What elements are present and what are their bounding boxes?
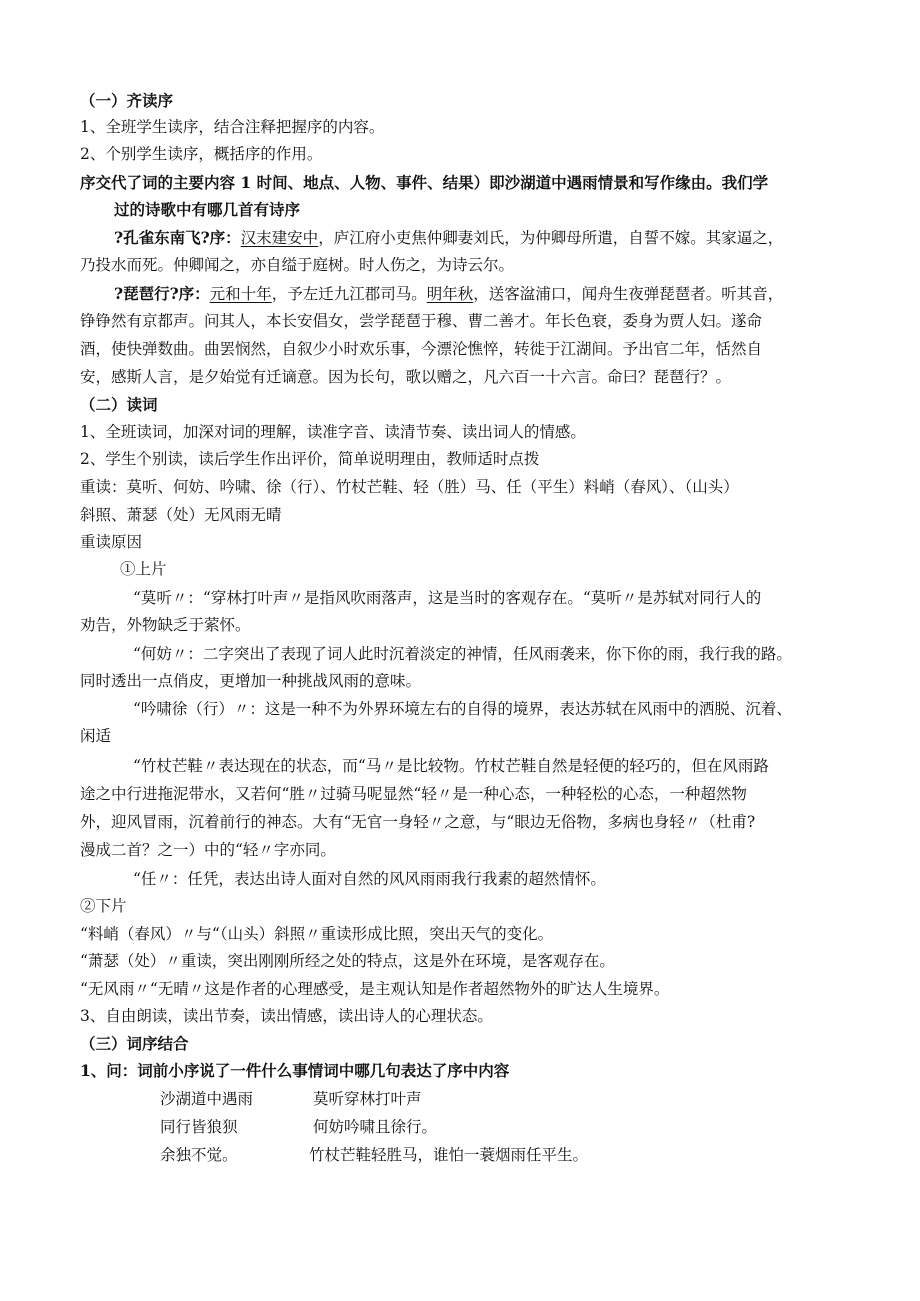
paragraph: 2、个别学生读序，概括序的作用。 bbox=[80, 145, 323, 163]
paragraph: “莫听〃：“穿林打叶声〃是指风吹雨落声，这是当时的客观存在。“莫听〃是苏轼对同行人的 bbox=[133, 589, 762, 607]
paragraph: 重读原因 bbox=[80, 533, 143, 551]
pair-right: 竹杖芒鞋轻胜马，谁怕一蓑烟雨任平生。 bbox=[309, 1146, 589, 1164]
paragraph: 酒，使快弹数曲。曲罢悯然，自叙少小时欢乐事，今漂沦憔悴，转徙于江湖间。予出官二年，恬然自 bbox=[80, 340, 763, 358]
kongque-preface-line bbox=[114, 227, 884, 249]
subheading-upper: ①上片 bbox=[120, 560, 167, 578]
paragraph: “萧瑟（处）〃重读，突出刚刚所经之处的特点，这是外在环境，是客观存在。 bbox=[80, 952, 615, 970]
paragraph: “竹杖芒鞋〃表达现在的状态，而“马〃是比较物。竹杖芒鞋自然是轻便的轻巧的，但在风雨路 bbox=[133, 757, 769, 775]
paragraph: 1、全班读词，加深对词的理解，读准字音、读清节奏、读出词人的情感。 bbox=[80, 423, 586, 441]
pair-left: 同行皆狼狈 bbox=[160, 1118, 238, 1136]
paragraph: 途之中行进拖泥带水，又若何“胜〃过骑马呢显然“轻〃是一种心态，一种轻松的心态，一种超然物 bbox=[80, 785, 747, 803]
section-heading-3: （三）词序结合 bbox=[80, 1034, 189, 1053]
paragraph: 外，迎风冒雨，沉着前行的神态。大有“无官一身轻〃之意，与“眼边无俗物，多病也身轻〃（杜甫? bbox=[80, 813, 756, 831]
paragraph: “料峭（春风）〃与“（山头）斜照〃重读形成比照，突出天气的变化。 bbox=[80, 925, 554, 943]
paragraph: “吟啸徐（行）〃：这是一种不为外界环境左右的自得的境界，表达苏轼在风雨中的洒脱、沉着、 bbox=[133, 700, 792, 718]
pair-right: 莫听穿林打叶声 bbox=[313, 1090, 422, 1108]
paragraph: 安，感斯人言，是夕始觉有迁谪意。因为长句，歌以赠之，凡六百一十六言。命曰？琵琶行？。 bbox=[80, 368, 732, 386]
text-span: ，送客湓浦口，闻舟生夜弹琵琶者。听其音， bbox=[473, 285, 784, 303]
paragraph: “无风雨〃“无晴〃这是作者的心理感受，是主观认知是作者超然物外的旷达人生境界。 bbox=[80, 980, 670, 998]
paragraph: 1、全班学生读序，结合注释把握序的内容。 bbox=[80, 118, 385, 136]
underlined-phrase: 汉末建安中 bbox=[240, 229, 319, 247]
paragraph: 同时透出一点俏皮，更增加一种挑战风雨的意味。 bbox=[80, 672, 422, 690]
paragraph: 3、自由朗读，读出节奏，读出情感，读出诗人的心理状态。 bbox=[80, 1007, 493, 1025]
paragraph: 劝告，外物缺乏于萦怀。 bbox=[80, 616, 251, 634]
kongque-title: ?孔雀东南飞?序： bbox=[114, 228, 241, 247]
section-heading-2: （二）读词 bbox=[80, 395, 158, 414]
underlined-phrase: 明年秋 bbox=[426, 285, 474, 303]
underlined-phrase: 元和十年 bbox=[209, 285, 272, 303]
pipa-title: ?琵琶行?序： bbox=[114, 284, 210, 303]
paragraph: 2、学生个别读，读后学生作出评价，简单说明理由，教师适时点拨 bbox=[80, 450, 540, 468]
paragraph-bold: 过的诗歌中有哪几首有诗序 bbox=[114, 200, 301, 219]
text-span: ，予左迁九江郡司马。 bbox=[271, 285, 427, 303]
text-span: ，庐江府小吏焦仲卿妻刘氏，为仲卿母所遣，自誓不嫁。其家逼之， bbox=[318, 229, 784, 247]
pair-left: 沙湖道中遇雨 bbox=[160, 1090, 254, 1108]
paragraph: 斜照、萧瑟（处）无风雨无晴 bbox=[80, 506, 282, 524]
pair-right: 何妨吟啸且徐行。 bbox=[313, 1118, 438, 1136]
subheading-lower: ②下片 bbox=[80, 897, 127, 915]
pair-left: 余独不觉。 bbox=[160, 1146, 238, 1164]
paragraph: 漫成二首？之一）中的“轻〃字亦同。 bbox=[80, 841, 336, 859]
paragraph: 铮铮然有京都声。问其人，本长安倡女，尝学琵琶于穆、曹二善才。年长色衰，委身为贾人妇。遂命 bbox=[80, 312, 763, 330]
paragraph: “任〃：任凭，表达出诗人面对自然的风风雨雨我行我素的超然情怀。 bbox=[133, 870, 606, 888]
question: 1、问：词前小序说了一件什么事情词中哪几句表达了序中内容 bbox=[80, 1061, 510, 1080]
paragraph-bold: 序交代了词的主要内容 1 时间、地点、人物、事件、结果）即沙湖道中遇雨情景和写作缘由。我们学 bbox=[80, 173, 769, 192]
paragraph: 乃投水而死。仲卿闻之，亦自缢于庭树。时人伤之，为诗云尔。 bbox=[80, 256, 515, 274]
section-heading-1: （一）齐读序 bbox=[80, 91, 174, 110]
paragraph: “何妨〃：二字突出了表现了词人此时沉着淡定的神情，任风雨袭来，你下你的雨，我行我的路。 bbox=[133, 645, 792, 663]
pipa-preface-line bbox=[114, 283, 884, 305]
paragraph: 重读：莫听、何妨、吟啸、徐（行）、竹杖芒鞋、轻（胜）马、任（平生）料峭（春风）、（山头） bbox=[80, 478, 739, 496]
paragraph: 闲适 bbox=[80, 727, 112, 745]
